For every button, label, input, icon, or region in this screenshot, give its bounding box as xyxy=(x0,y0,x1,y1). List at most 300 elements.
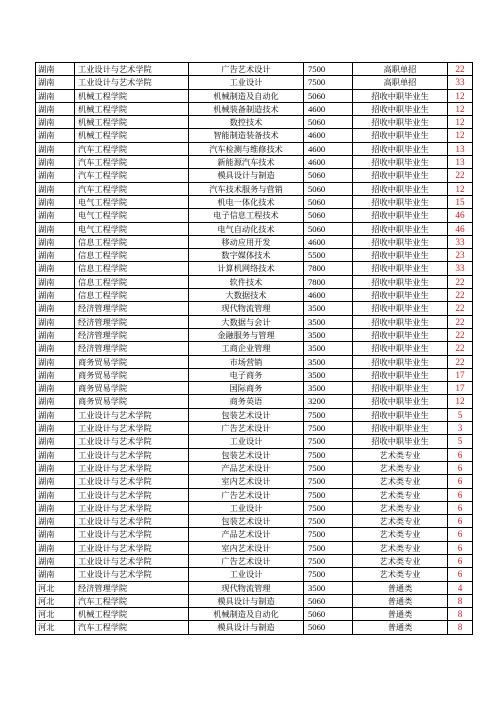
major-cell: 市场营销 xyxy=(189,355,304,368)
province-cell: 湖南 xyxy=(36,209,75,222)
plan-count-cell: 8 xyxy=(448,621,473,634)
table-row xyxy=(36,89,473,102)
major-cell: 工商企业管理 xyxy=(189,342,304,355)
tuition-cell: 3200 xyxy=(304,395,353,408)
enrollment-type-cell: 招收中职毕业生 xyxy=(353,355,448,368)
enrollment-type-cell: 招收中职毕业生 xyxy=(353,142,448,155)
college-cell: 商务贸易学院 xyxy=(75,355,189,368)
major-cell: 数控技术 xyxy=(189,116,304,129)
college-cell: 信息工程学院 xyxy=(75,235,189,248)
table-row xyxy=(36,501,473,514)
province-cell: 湖南 xyxy=(36,475,75,488)
province-cell: 湖南 xyxy=(36,435,75,448)
major-cell: 金融服务与管理 xyxy=(189,328,304,341)
table-row xyxy=(36,461,473,474)
college-cell: 商务贸易学院 xyxy=(75,382,189,395)
province-cell: 湖南 xyxy=(36,142,75,155)
province-cell: 河北 xyxy=(36,594,75,607)
tuition-cell: 4600 xyxy=(304,142,353,155)
plan-count-cell: 12 xyxy=(448,395,473,408)
major-cell: 产品艺术设计 xyxy=(189,461,304,474)
college-cell: 机械工程学院 xyxy=(75,116,189,129)
tuition-cell: 5060 xyxy=(304,89,353,102)
province-cell: 湖南 xyxy=(36,182,75,195)
table-row xyxy=(36,129,473,142)
major-cell: 模具设计与制造 xyxy=(189,621,304,634)
plan-count-cell: 12 xyxy=(448,129,473,142)
plan-count-cell: 22 xyxy=(448,302,473,315)
tuition-cell: 7500 xyxy=(304,568,353,581)
college-cell: 工业设计与艺术学院 xyxy=(75,435,189,448)
enrollment-type-cell: 艺术类专业 xyxy=(353,488,448,501)
table-row xyxy=(36,209,473,222)
table-row xyxy=(36,435,473,448)
enrollment-type-cell: 招收中职毕业生 xyxy=(353,262,448,275)
major-cell: 广告艺术设计 xyxy=(189,63,304,76)
major-cell: 新能源汽车技术 xyxy=(189,156,304,169)
tuition-cell: 7500 xyxy=(304,501,353,514)
tuition-cell: 5060 xyxy=(304,594,353,607)
tuition-cell: 7500 xyxy=(304,435,353,448)
province-cell: 湖南 xyxy=(36,235,75,248)
province-cell: 湖南 xyxy=(36,448,75,461)
college-cell: 工业设计与艺术学院 xyxy=(75,408,189,421)
tuition-cell: 7800 xyxy=(304,262,353,275)
province-cell: 湖南 xyxy=(36,461,75,474)
tuition-cell: 7500 xyxy=(304,541,353,554)
plan-count-cell: 3 xyxy=(448,422,473,435)
major-cell: 软件技术 xyxy=(189,275,304,288)
enrollment-type-cell: 招收中职毕业生 xyxy=(353,342,448,355)
tuition-cell: 3500 xyxy=(304,342,353,355)
enrollment-type-cell: 招收中职毕业生 xyxy=(353,195,448,208)
table-row xyxy=(36,63,473,76)
enrollment-type-cell: 艺术类专业 xyxy=(353,541,448,554)
plan-count-cell: 12 xyxy=(448,102,473,115)
enrollment-type-cell: 艺术类专业 xyxy=(353,528,448,541)
province-cell: 湖南 xyxy=(36,382,75,395)
table-row xyxy=(36,116,473,129)
college-cell: 信息工程学院 xyxy=(75,275,189,288)
college-cell: 工业设计与艺术学院 xyxy=(75,554,189,567)
table-row xyxy=(36,102,473,115)
plan-count-cell: 22 xyxy=(448,355,473,368)
college-cell: 工业设计与艺术学院 xyxy=(75,515,189,528)
college-cell: 工业设计与艺术学院 xyxy=(75,448,189,461)
major-cell: 工业设计 xyxy=(189,568,304,581)
tuition-cell: 7500 xyxy=(304,528,353,541)
enrollment-type-cell: 招收中职毕业生 xyxy=(353,209,448,222)
plan-count-cell: 22 xyxy=(448,275,473,288)
major-cell: 汽车技术服务与营销 xyxy=(189,182,304,195)
enrollment-type-cell: 招收中职毕业生 xyxy=(353,235,448,248)
plan-count-cell: 6 xyxy=(448,554,473,567)
plan-count-cell: 22 xyxy=(448,342,473,355)
enrollment-type-cell: 艺术类专业 xyxy=(353,554,448,567)
province-cell: 湖南 xyxy=(36,422,75,435)
table-row xyxy=(36,581,473,594)
plan-count-cell: 12 xyxy=(448,182,473,195)
major-cell: 大数据与会计 xyxy=(189,315,304,328)
province-cell: 湖南 xyxy=(36,76,75,89)
enrollment-type-cell: 普通类 xyxy=(353,608,448,621)
province-cell: 湖南 xyxy=(36,368,75,381)
plan-count-cell: 17 xyxy=(448,368,473,381)
college-cell: 工业设计与艺术学院 xyxy=(75,501,189,514)
tuition-cell: 7500 xyxy=(304,515,353,528)
college-cell: 商务贸易学院 xyxy=(75,395,189,408)
college-cell: 信息工程学院 xyxy=(75,249,189,262)
province-cell: 河北 xyxy=(36,608,75,621)
college-cell: 工业设计与艺术学院 xyxy=(75,528,189,541)
plan-count-cell: 6 xyxy=(448,475,473,488)
table-row xyxy=(36,528,473,541)
major-cell: 计算机网络技术 xyxy=(189,262,304,275)
province-cell: 湖南 xyxy=(36,129,75,142)
province-cell: 湖南 xyxy=(36,169,75,182)
major-cell: 机械制造及自动化 xyxy=(189,608,304,621)
enrollment-type-cell: 招收中职毕业生 xyxy=(353,129,448,142)
enrollment-type-cell: 招收中职毕业生 xyxy=(353,289,448,302)
major-cell: 电子信息工程技术 xyxy=(189,209,304,222)
table-row xyxy=(36,541,473,554)
table-row xyxy=(36,302,473,315)
college-cell: 机械工程学院 xyxy=(75,608,189,621)
table-row xyxy=(36,182,473,195)
enrollment-type-cell: 招收中职毕业生 xyxy=(353,395,448,408)
tuition-cell: 5060 xyxy=(304,621,353,634)
college-cell: 机械工程学院 xyxy=(75,129,189,142)
major-cell: 工业设计 xyxy=(189,501,304,514)
college-cell: 信息工程学院 xyxy=(75,262,189,275)
plan-count-cell: 22 xyxy=(448,289,473,302)
enrollment-type-cell: 招收中职毕业生 xyxy=(353,116,448,129)
table-row xyxy=(36,554,473,567)
tuition-cell: 5500 xyxy=(304,249,353,262)
province-cell: 湖南 xyxy=(36,249,75,262)
major-cell: 模具设计与制造 xyxy=(189,169,304,182)
province-cell: 湖南 xyxy=(36,102,75,115)
table-row xyxy=(36,422,473,435)
enrollment-type-cell: 普通类 xyxy=(353,581,448,594)
tuition-cell: 3500 xyxy=(304,355,353,368)
enrollment-type-cell: 艺术类专业 xyxy=(353,475,448,488)
major-cell: 包装艺术设计 xyxy=(189,448,304,461)
major-cell: 移动应用开发 xyxy=(189,235,304,248)
enrollment-type-cell: 招收中职毕业生 xyxy=(353,222,448,235)
tuition-cell: 3500 xyxy=(304,368,353,381)
table-row xyxy=(36,594,473,607)
province-cell: 湖南 xyxy=(36,488,75,501)
table-row xyxy=(36,315,473,328)
college-cell: 工业设计与艺术学院 xyxy=(75,568,189,581)
college-cell: 经济管理学院 xyxy=(75,315,189,328)
major-cell: 广告艺术设计 xyxy=(189,422,304,435)
enrollment-type-cell: 艺术类专业 xyxy=(353,461,448,474)
major-cell: 包装艺术设计 xyxy=(189,515,304,528)
province-cell: 湖南 xyxy=(36,515,75,528)
tuition-cell: 4600 xyxy=(304,235,353,248)
tuition-cell: 3500 xyxy=(304,302,353,315)
college-cell: 电气工程学院 xyxy=(75,195,189,208)
college-cell: 商务贸易学院 xyxy=(75,368,189,381)
college-cell: 机械工程学院 xyxy=(75,89,189,102)
major-cell: 国际商务 xyxy=(189,382,304,395)
province-cell: 湖南 xyxy=(36,395,75,408)
province-cell: 湖南 xyxy=(36,222,75,235)
province-cell: 湖南 xyxy=(36,262,75,275)
major-cell: 汽车检测与维修技术 xyxy=(189,142,304,155)
tuition-cell: 7500 xyxy=(304,63,353,76)
table-row xyxy=(36,382,473,395)
tuition-cell: 7500 xyxy=(304,488,353,501)
major-cell: 产品艺术设计 xyxy=(189,528,304,541)
enrollment-type-cell: 招收中职毕业生 xyxy=(353,328,448,341)
plan-count-cell: 46 xyxy=(448,209,473,222)
major-cell: 数字媒体技术 xyxy=(189,249,304,262)
plan-count-cell: 23 xyxy=(448,249,473,262)
major-cell: 广告艺术设计 xyxy=(189,554,304,567)
plan-count-cell: 22 xyxy=(448,328,473,341)
major-cell: 商务英语 xyxy=(189,395,304,408)
tuition-cell: 5060 xyxy=(304,182,353,195)
table-row xyxy=(36,342,473,355)
college-cell: 机械工程学院 xyxy=(75,102,189,115)
college-cell: 工业设计与艺术学院 xyxy=(75,422,189,435)
college-cell: 汽车工程学院 xyxy=(75,182,189,195)
tuition-cell: 7800 xyxy=(304,275,353,288)
province-cell: 湖南 xyxy=(36,408,75,421)
enrollment-type-cell: 招收中职毕业生 xyxy=(353,182,448,195)
college-cell: 电气工程学院 xyxy=(75,209,189,222)
plan-count-cell: 22 xyxy=(448,63,473,76)
plan-count-cell: 5 xyxy=(448,408,473,421)
plan-count-cell: 4 xyxy=(448,581,473,594)
province-cell: 湖南 xyxy=(36,355,75,368)
enrollment-type-cell: 招收中职毕业生 xyxy=(353,408,448,421)
table-row xyxy=(36,222,473,235)
province-cell: 河北 xyxy=(36,621,75,634)
major-cell: 现代物流管理 xyxy=(189,581,304,594)
tuition-cell: 5060 xyxy=(304,209,353,222)
table-row xyxy=(36,395,473,408)
table-row xyxy=(36,368,473,381)
enrollment-type-cell: 招收中职毕业生 xyxy=(353,315,448,328)
tuition-cell: 5060 xyxy=(304,116,353,129)
table-row xyxy=(36,448,473,461)
table-row xyxy=(36,76,473,89)
tuition-cell: 3500 xyxy=(304,581,353,594)
college-cell: 工业设计与艺术学院 xyxy=(75,76,189,89)
province-cell: 湖南 xyxy=(36,289,75,302)
table-row xyxy=(36,262,473,275)
province-cell: 湖南 xyxy=(36,302,75,315)
table-row xyxy=(36,249,473,262)
plan-count-cell: 22 xyxy=(448,315,473,328)
college-cell: 汽车工程学院 xyxy=(75,156,189,169)
plan-count-cell: 6 xyxy=(448,448,473,461)
plan-count-cell: 8 xyxy=(448,608,473,621)
major-cell: 现代物流管理 xyxy=(189,302,304,315)
plan-count-cell: 12 xyxy=(448,116,473,129)
enrollment-type-cell: 招收中职毕业生 xyxy=(353,368,448,381)
plan-count-cell: 13 xyxy=(448,156,473,169)
province-cell: 湖南 xyxy=(36,156,75,169)
table-row xyxy=(36,568,473,581)
table-row xyxy=(36,275,473,288)
table-row xyxy=(36,488,473,501)
major-cell: 工业设计 xyxy=(189,435,304,448)
college-cell: 汽车工程学院 xyxy=(75,169,189,182)
table-row xyxy=(36,169,473,182)
table-row xyxy=(36,195,473,208)
tuition-cell: 3500 xyxy=(304,328,353,341)
province-cell: 湖南 xyxy=(36,568,75,581)
tuition-cell: 5060 xyxy=(304,608,353,621)
province-cell: 湖南 xyxy=(36,554,75,567)
enrollment-plan-table xyxy=(35,62,465,635)
major-cell: 包装艺术设计 xyxy=(189,408,304,421)
college-cell: 经济管理学院 xyxy=(75,581,189,594)
enrollment-type-cell: 招收中职毕业生 xyxy=(353,275,448,288)
table-row xyxy=(36,156,473,169)
enrollment-type-cell: 艺术类专业 xyxy=(353,448,448,461)
enrollment-type-cell: 艺术类专业 xyxy=(353,515,448,528)
tuition-cell: 5060 xyxy=(304,169,353,182)
table-row xyxy=(36,235,473,248)
plan-count-cell: 13 xyxy=(448,142,473,155)
college-cell: 汽车工程学院 xyxy=(75,594,189,607)
plan-count-cell: 12 xyxy=(448,89,473,102)
table-row xyxy=(36,328,473,341)
tuition-cell: 3500 xyxy=(304,382,353,395)
enrollment-type-cell: 招收中职毕业生 xyxy=(353,89,448,102)
college-cell: 经济管理学院 xyxy=(75,328,189,341)
plan-count-cell: 33 xyxy=(448,76,473,89)
plan-count-cell: 6 xyxy=(448,515,473,528)
tuition-cell: 7500 xyxy=(304,408,353,421)
table-body xyxy=(36,63,473,635)
province-cell: 湖南 xyxy=(36,328,75,341)
enrollment-type-cell: 招收中职毕业生 xyxy=(353,249,448,262)
tuition-cell: 4600 xyxy=(304,289,353,302)
college-cell: 工业设计与艺术学院 xyxy=(75,475,189,488)
enrollment-type-cell: 高职单招 xyxy=(353,63,448,76)
enrollment-type-cell: 普通类 xyxy=(353,594,448,607)
plan-count-cell: 46 xyxy=(448,222,473,235)
major-cell: 大数据技术 xyxy=(189,289,304,302)
college-cell: 电气工程学院 xyxy=(75,222,189,235)
tuition-cell: 7500 xyxy=(304,422,353,435)
table-row xyxy=(36,608,473,621)
province-cell: 湖南 xyxy=(36,528,75,541)
plan-count-cell: 8 xyxy=(448,594,473,607)
plan-count-cell: 33 xyxy=(448,235,473,248)
province-cell: 湖南 xyxy=(36,315,75,328)
plan-count-cell: 33 xyxy=(448,262,473,275)
tuition-cell: 4600 xyxy=(304,156,353,169)
major-cell: 智能制造装备技术 xyxy=(189,129,304,142)
plan-count-cell: 6 xyxy=(448,501,473,514)
tuition-cell: 7500 xyxy=(304,461,353,474)
enrollment-type-cell: 艺术类专业 xyxy=(353,568,448,581)
tuition-cell: 7500 xyxy=(304,554,353,567)
major-cell: 广告艺术设计 xyxy=(189,488,304,501)
college-cell: 信息工程学院 xyxy=(75,289,189,302)
tuition-cell: 7500 xyxy=(304,76,353,89)
tuition-cell: 4600 xyxy=(304,129,353,142)
enrollment-type-cell: 招收中职毕业生 xyxy=(353,156,448,169)
province-cell: 湖南 xyxy=(36,63,75,76)
table-row xyxy=(36,355,473,368)
major-cell: 室内艺术设计 xyxy=(189,541,304,554)
province-cell: 湖南 xyxy=(36,541,75,554)
enrollment-type-cell: 普通类 xyxy=(353,621,448,634)
major-cell: 模具设计与制造 xyxy=(189,594,304,607)
enrollment-type-cell: 招收中职毕业生 xyxy=(353,102,448,115)
plan-count-cell: 6 xyxy=(448,488,473,501)
province-cell: 湖南 xyxy=(36,501,75,514)
province-cell: 湖南 xyxy=(36,89,75,102)
plan-count-cell: 17 xyxy=(448,382,473,395)
plan-count-cell: 6 xyxy=(448,528,473,541)
tuition-cell: 4600 xyxy=(304,102,353,115)
plan-count-cell: 5 xyxy=(448,435,473,448)
table-row xyxy=(36,289,473,302)
enrollment-type-cell: 高职单招 xyxy=(353,76,448,89)
college-cell: 汽车工程学院 xyxy=(75,621,189,634)
college-cell: 工业设计与艺术学院 xyxy=(75,461,189,474)
major-cell: 机械制造及自动化 xyxy=(189,89,304,102)
plan-count-cell: 6 xyxy=(448,461,473,474)
college-cell: 经济管理学院 xyxy=(75,342,189,355)
major-cell: 机电一体化技术 xyxy=(189,195,304,208)
plan-count-cell: 22 xyxy=(448,169,473,182)
province-cell: 河北 xyxy=(36,581,75,594)
province-cell: 湖南 xyxy=(36,342,75,355)
enrollment-type-cell: 艺术类专业 xyxy=(353,501,448,514)
major-cell: 机械装备制造技术 xyxy=(189,102,304,115)
plan-count-cell: 15 xyxy=(448,195,473,208)
tuition-cell: 3500 xyxy=(304,315,353,328)
major-cell: 室内艺术设计 xyxy=(189,475,304,488)
college-cell: 经济管理学院 xyxy=(75,302,189,315)
province-cell: 湖南 xyxy=(36,275,75,288)
table-row xyxy=(36,142,473,155)
province-cell: 湖南 xyxy=(36,195,75,208)
tuition-cell: 5060 xyxy=(304,222,353,235)
enrollment-type-cell: 招收中职毕业生 xyxy=(353,169,448,182)
tuition-cell: 7500 xyxy=(304,448,353,461)
table-row xyxy=(36,475,473,488)
table-row xyxy=(36,515,473,528)
college-cell: 工业设计与艺术学院 xyxy=(75,63,189,76)
enrollment-type-cell: 招收中职毕业生 xyxy=(353,382,448,395)
college-cell: 工业设计与艺术学院 xyxy=(75,541,189,554)
plan-count-cell: 6 xyxy=(448,541,473,554)
tuition-cell: 5060 xyxy=(304,195,353,208)
major-cell: 工业设计 xyxy=(189,76,304,89)
enrollment-type-cell: 招收中职毕业生 xyxy=(353,302,448,315)
enrollment-type-cell: 招收中职毕业生 xyxy=(353,435,448,448)
plan-count-cell: 6 xyxy=(448,568,473,581)
province-cell: 湖南 xyxy=(36,116,75,129)
major-cell: 电气自动化技术 xyxy=(189,222,304,235)
table-row xyxy=(36,408,473,421)
college-cell: 汽车工程学院 xyxy=(75,142,189,155)
college-cell: 工业设计与艺术学院 xyxy=(75,488,189,501)
enrollment-type-cell: 招收中职毕业生 xyxy=(353,422,448,435)
